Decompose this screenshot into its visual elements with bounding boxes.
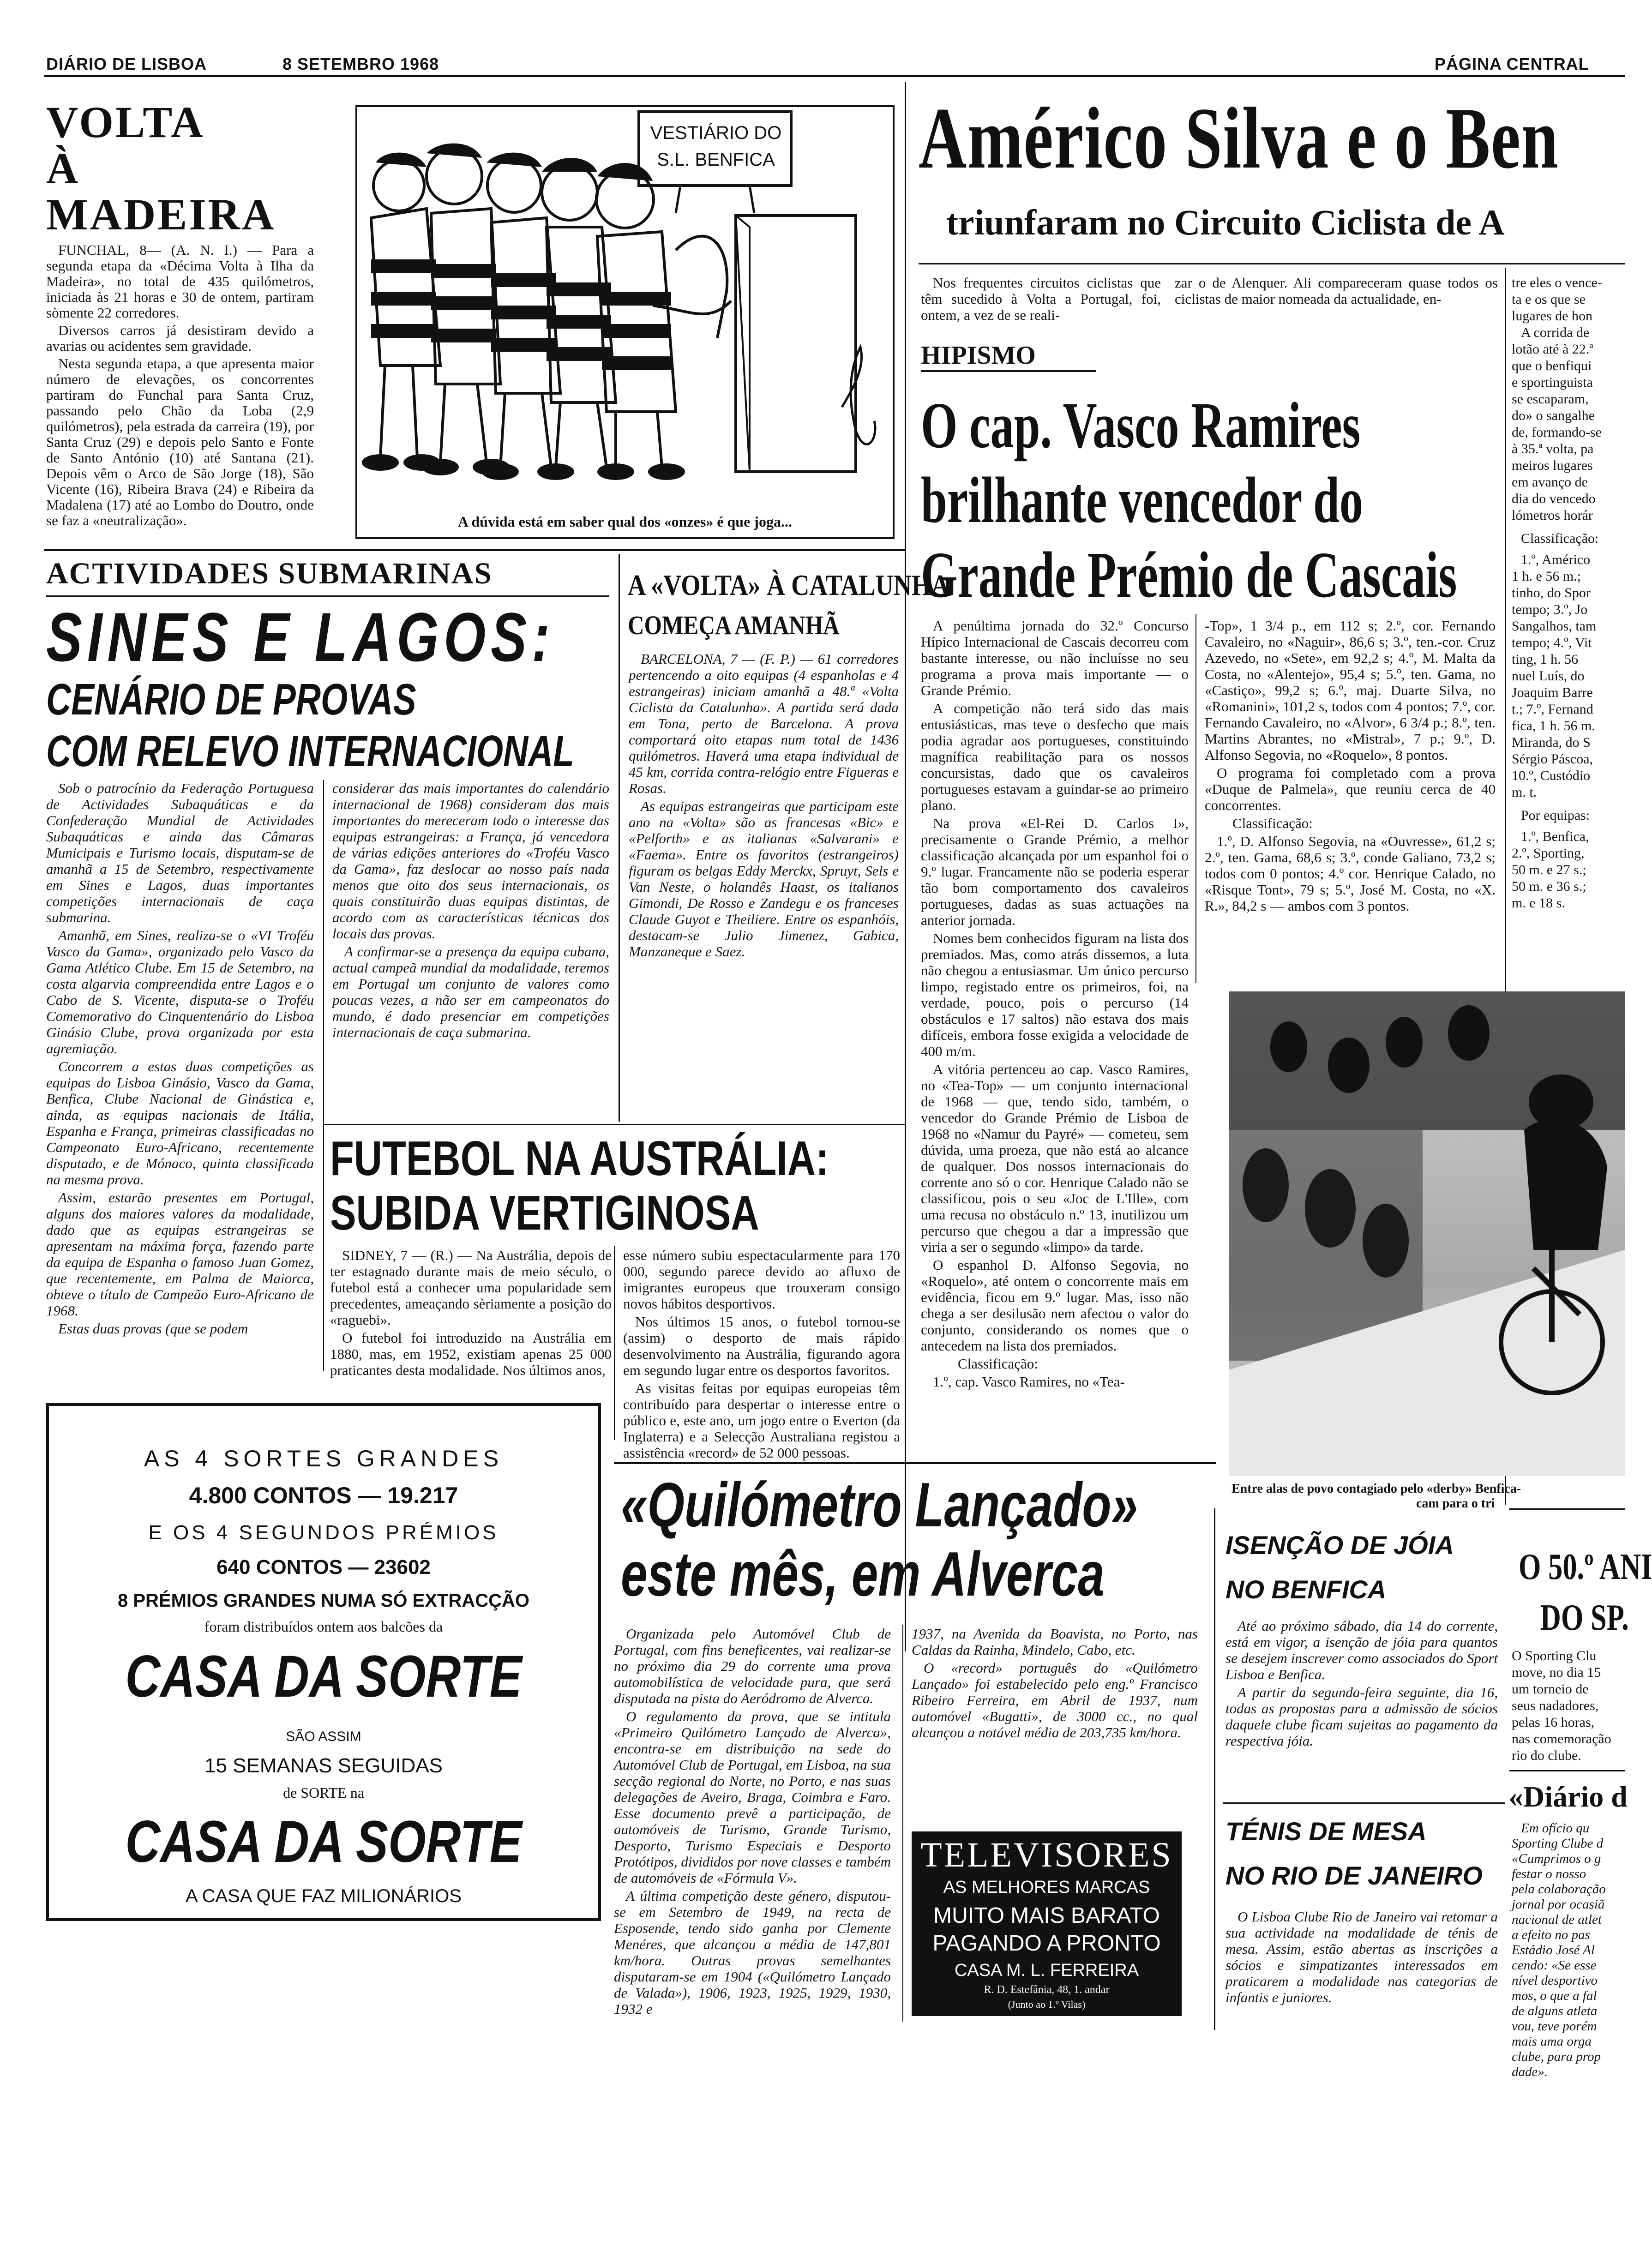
tv-ad-line: MUITO MAIS BARATO xyxy=(933,1903,1160,1928)
australia-col-1 xyxy=(330,1247,612,1380)
hipismo-headline xyxy=(921,388,1498,612)
america-col-1: Nos frequentes circuitos ciclistas que têm sucedido à Volta a Portugal, foi, ontem, a vez de se reali- xyxy=(921,275,1161,323)
america-line: dia do vencedo xyxy=(1512,491,1596,506)
cartoon-caption: A dúvida está em saber qual dos «onzes» é que joga... xyxy=(458,513,792,530)
submarinas-paragraph: Amanhã, em Sines, realiza-se o «VI Troféu Vasco da Gama», organizado pelo Vasco da Gama Atlético Clube. Em 15 de Setembro, na costa algarvia compreendida entre Lagos e o Cabo de S. Vicente, disputa-se o Troféu Comemorativo do Cinquentenário do Lisboa Ginásio Clube, prova organizada por esta agremiação. xyxy=(46,927,314,1056)
diario-line: dade». xyxy=(1512,2065,1548,2079)
volta-title-2: À MADEIRA xyxy=(46,144,276,239)
aniv-line: um torneio de xyxy=(1512,1681,1589,1697)
america-col-2: zar o de Alenquer. Ali compareceram quase todos os ciclistas de maior nomeada da actualidade, en- xyxy=(1175,275,1498,307)
diario-body xyxy=(1512,1821,1625,2080)
diario-line: vou, teve porém xyxy=(1512,2019,1597,2034)
tv-ad-address: (Junto ao 1.º Vilas) xyxy=(1008,1999,1086,2010)
section-rule xyxy=(1223,1802,1505,1804)
quilometro-headline-line: este mês, em Alverca xyxy=(621,1539,1105,1609)
diario-line: mais uma orga xyxy=(1512,2034,1592,2049)
hipismo-paragraph: 1.º, D. Alfonso Segovia, na «Ouvresse», 61,2 s; 2.º, ten. Gama, 68,6 s; 3.º, conde Galiano, 73,2 s; todos com 0 pontos; 4.º cor. Henrique Calado, no «Risque Tont», 79 s; 5.º, José M. Costa, no «X. R.», 84,2 s — ambos com 3 pontos. xyxy=(1205,833,1496,914)
america-line: meiros lugares xyxy=(1512,458,1593,473)
ad-line: AS 4 SORTES GRANDES xyxy=(144,1446,504,1471)
ad-line: A CASA QUE FAZ MILIONÁRIOS xyxy=(186,1886,462,1906)
column-rule xyxy=(1214,1508,1215,2030)
submarinas-paragraph: Concorrem a estas duas competições as equipas do Lisboa Ginásio, Vasco da Gama, Benfica, Clube Nacional de Ginástica e, ainda, as equipas nacionais de Itália, Espanha e França, primeiras classificadas no Campeonato Euro-Africano, recentemente disputado, e de Mónaco, quinta classificada na mesma prova. xyxy=(46,1058,314,1188)
tenis-headline-line: NO RIO DE JANEIRO xyxy=(1225,1861,1483,1890)
ad-line: E OS 4 SEGUNDOS PRÉMIOS xyxy=(148,1521,499,1544)
australia-paragraph: O futebol foi introduzido na Austrália em 1880, mas, em 1952, existiam apenas 25 000 praticantes desta modalidade. Nos últimos anos, xyxy=(330,1330,612,1378)
isencao-body xyxy=(1225,1618,1498,1751)
america-line: 1.º, Américo xyxy=(1521,552,1591,567)
america-line: A corrida de xyxy=(1521,325,1590,340)
quilometro-headline xyxy=(621,1470,1221,1609)
hipismo-paragraph: -Top», 1 3/4 p., em 112 s; 2.º, cor. Fernando Cavaleiro, no «Naguir», 86,6 s; 3.º, ten.-cor. Cruz Azevedo, no «Sete», em 92,2 s; 4.º, M. Malta da Costa, no «Alentejo», 95,4 s; 5.º, ten. Gama, no «Castiço», 99,2 s; 6.º, maj. Duarte Silva, no «Romanini», 101,2 s, todos com 4 pontos; 7.º, cor. Fernando Cavaleiro, no «Alvor», 6 3/4 p.; 8.º, ten. Martins Abrantes, no «Mistral», 7 p.; 9.º, D. Alfonso Segovia, no «Roquelo», 8 pontos. xyxy=(1205,618,1496,763)
diario-line: Sporting Clube d xyxy=(1512,1836,1604,1851)
hipismo-paragraph: 1.º, cap. Vasco Ramires, no «Tea- xyxy=(933,1374,1125,1390)
isencao-headline xyxy=(1225,1523,1502,1612)
america-col-3 xyxy=(1512,275,1625,912)
volta-title: VOLTA xyxy=(46,97,205,147)
diario-line: cendo: «Se esse xyxy=(1512,1958,1597,1973)
america-line: Miranda, do S xyxy=(1512,735,1591,750)
america-line: Joaquim Barre xyxy=(1512,685,1593,700)
australia-col-2 xyxy=(623,1247,900,1463)
column-rule xyxy=(902,1625,903,2022)
masthead-section: PÁGINA CENTRAL xyxy=(1435,54,1589,73)
submarinas-kicker: ACTIVIDADES SUBMARINAS xyxy=(46,557,493,590)
hipismo-paragraph: Nomes bem conhecidos figuram na lista dos premiados. Mas, como atrás dissemos, a luta não chegou a entusiasmar. Um único percurso limpo, registado entre os primeiros, foi, na verdade, pouco, pois o percurso (14 obstáculos e 17 saltos) não estava dos mais difíceis, embora fosse exigida a velocidade de 400 m/m. xyxy=(921,930,1189,1059)
america-line: 50 m. e 27 s.; xyxy=(1512,862,1586,877)
diario-line: pela colaboração xyxy=(1512,1882,1606,1897)
isencao-headline-line: ISENÇÃO DE JÓIA xyxy=(1225,1531,1454,1560)
ad-logo: CASA DA SORTE xyxy=(125,1644,522,1710)
australia-headline-2: SUBIDA VERTIGINOSA xyxy=(330,1186,759,1240)
hipismo-headline-line: brilhante vencedor do xyxy=(921,463,1364,536)
aniv-line: rio do clube. xyxy=(1512,1748,1581,1763)
quilometro-paragraph: Organizada pelo Automóvel Club de Portugal, com fins beneficentes, vai realizar-se no próximo dia 29 do corrente uma prova automobilística de velocidade pura, que será disputada na pista do Aeródromo de Alverca. xyxy=(614,1626,891,1706)
america-line: Sangalhos, tam xyxy=(1512,618,1597,634)
photo-caption-line: Entre alas de povo contagiado pelo «derby» Benfica- xyxy=(1231,1482,1521,1496)
catalunha-paragraph: As equipas estrangeiras que participam este ano na «Volta» são as francesas «Bic» e «Pelforth» e as italianas «Salvarani» e «Faema». Entre os favoritos (estrangeiros) figuram os belgas Eddy Merckx, Spruyt, Sels e Van Neste, o holandês Haast, os italianos Gimondi, De Rosso e Zandegu e os franceses Claude Guyot e Theiliere. Entre os espanhóis, destacam-se Julio Jimenez, Gabica, Manzaneque e Saez. xyxy=(629,798,899,960)
cycling-photo xyxy=(1229,991,1625,1476)
quilometro-paragraph: 1937, na Avenida da Boavista, no Porto, nas Caldas da Rainha, Mindelo, Cabo, etc. xyxy=(912,1626,1198,1658)
section-rule xyxy=(44,549,905,551)
cartoon-sign-line-2: S.L. BENFICA xyxy=(657,150,775,170)
submarinas-col-2 xyxy=(332,780,609,1042)
america-subtitle: triunfaram no Circuito Ciclista de A xyxy=(946,202,1505,242)
ad-line: de SORTE na xyxy=(283,1784,364,1801)
catalunha-body xyxy=(629,651,899,961)
america-line: fica, 1 h. 56 m. xyxy=(1512,718,1595,733)
australia-paragraph: esse número subiu espectacularmente para 170 000, segundo parece devido ao afluxo de imigrantes europeus que trouxeram consigo novos hábitos desportivos. xyxy=(623,1247,900,1312)
ad-line: SÃO ASSIM xyxy=(286,1729,361,1744)
america-line: 10.º, Custódio xyxy=(1512,768,1591,783)
hipismo-col-2 xyxy=(1205,618,1496,916)
diario-line: a efeito no pas xyxy=(1512,1927,1590,1942)
america-rule xyxy=(919,263,1625,264)
catalunha-headline-1: A «VOLTA» À CATALUNHA xyxy=(628,569,949,601)
quilometro-headline-line: «Quilómetro Lançado» xyxy=(621,1470,1138,1540)
aniv-line: move, no dia 15 xyxy=(1512,1665,1601,1680)
america-line: que o benfiqui xyxy=(1512,358,1592,373)
photo-caption xyxy=(1231,1482,1625,1511)
submarinas-headline-line: SINES E LAGOS: xyxy=(46,598,555,676)
america-line: do» o sangalhe xyxy=(1512,408,1595,423)
hipismo-headline-line: Grande Prémio de Cascais xyxy=(921,538,1457,611)
hipismo-paragraph: Classificação: xyxy=(1232,815,1313,831)
hipismo-headline-line: O cap. Vasco Ramires xyxy=(921,389,1361,462)
hipismo-paragraph: O programa foi completado com a prova «Duque de Palmela», que reuniu cerca de 40 concorrentes. xyxy=(1205,765,1496,813)
submarinas-paragraph: considerar das mais importantes do calendário internacional de 1968) consideram das mais importantes do mereceram todo o interesse das equipas estrangeiras: a França, já vencedora de várias edições anteriores do «Troféu Vasco da Gama», faz deslocar ao nosso país nada menos que oito dos seus internacionais, os quais constituirão duas equipas distintas, de acordo com as características técnicas dos locais das provas. xyxy=(332,780,609,942)
america-line: lugares de hon xyxy=(1512,308,1592,324)
volta-madeira-article xyxy=(46,99,314,530)
isencao-headline-line: NO BENFICA xyxy=(1225,1575,1387,1604)
america-line: ting, 1 h. 56 xyxy=(1512,652,1579,667)
america-line: nuel Luís, do xyxy=(1512,668,1585,684)
tv-ad-line: CASA M. L. FERREIRA xyxy=(954,1961,1139,1980)
america-line: de, formando-se xyxy=(1512,425,1602,440)
diario-headline: «Diário d xyxy=(1508,1780,1628,1813)
submarinas-paragraph: A confirmar-se a presença da equipa cubana, actual campeã mundial da modalidade, teremos em Portugal um conjunto de valores como poucas vezes, a não ser em campeonatos do mundo, é dado presenciar em competições internacionais de caça submarina. xyxy=(332,943,609,1040)
diario-line: nível desportivo xyxy=(1512,1973,1598,1988)
ad-logo: CASA DA SORTE xyxy=(125,1809,522,1875)
cartoon-sign-line-1: VESTIÁRIO DO xyxy=(650,123,782,143)
tv-ad-line: PAGANDO A PRONTO xyxy=(932,1931,1161,1956)
diario-line: jornal por ocasiã xyxy=(1512,1897,1605,1912)
isencao-paragraph: Até ao próximo sábado, dia 14 do corrente, está em vigor, a isenção de jóia para quantos se desejem inscrever como associados do Sport Lisboa e Benfica. xyxy=(1225,1618,1498,1682)
america-title: Américo Silva e o Ben xyxy=(919,90,1559,187)
quilometro-paragraph: A última competição deste género, disputou-se em Setembro de 1949, na recta de Esposende, tendo sido ganha por Clemente Menéres, que alcançou a média de 147,801 km/hora. Outras provas semelhantes disputaram-se em 1904 («Quilómetro Lançado de Valada»), 1906, 1923, 1925, 1929, 1930, 1932 e xyxy=(614,1888,891,2017)
quilometro-paragraph: O «record» português do «Quilómetro Lançado» foi estabelecido pelo eng.º Francisco Ribeiro Ferreira, em Abril de 1937, num automóvel «Bugatti», de 3000 cc., no qual alcançou a notável média de 203,735 km/hora. xyxy=(912,1660,1198,1741)
volta-paragraph: FUNCHAL, 8— (A. N. I.) — Para a segunda etapa da «Décima Volta à Ilha da Madeira», no total de 435 quilómetros, iniciada às 21 horas e 30 de ontem, partiram sòmente 22 corredores. xyxy=(46,242,314,321)
diario-line: Estádio José Al xyxy=(1512,1943,1595,1957)
submarinas-headline-line: CENÁRIO DE PROVAS xyxy=(46,675,416,724)
tv-ad-title: TELEVISORES xyxy=(920,1836,1173,1874)
america-line: t.; 7.º, Fernand xyxy=(1512,702,1593,717)
tenis-paragraph: O Lisboa Clube Rio de Janeiro vai retomar a sua actividade na modalidade de ténis de mesa. Assim, estão abertas as inscrições a sócios e simpatizantes interessados em praticarem a modalidade nas categorias de infantis e juniores. xyxy=(1225,1909,1498,2005)
hipismo-paragraph: A competição não terá sido das mais entusiásticas, mas teve o desfecho que mais podia agradar aos portugueses, constituindo magnífica reabilitação para os nossos concursistas, dado que os cavaleiros portugueses estavam a guindar-se ao primeiro plano. xyxy=(921,700,1189,813)
submarinas-paragraph: Estas duas provas (que se podem xyxy=(58,1321,248,1337)
aniv-headline-line: O 50.º ANI xyxy=(1519,1547,1652,1587)
cycling-photo-image xyxy=(1229,991,1625,1476)
aniv-body xyxy=(1512,1648,1625,1764)
america-line: em avanço de xyxy=(1512,474,1588,490)
diario-line: de alguns atleta xyxy=(1512,2004,1598,2018)
australia-headline-1: FUTEBOL NA AUSTRÁLIA: xyxy=(330,1131,829,1186)
submarinas-col-1 xyxy=(46,780,314,1339)
column-rule xyxy=(1195,614,1196,983)
quilometro-col-1 xyxy=(614,1626,891,2019)
volta-paragraph: Nesta segunda etapa, a que apresenta maior número de elevações, os concorrentes partiram do Funchal para Santa Cruz, passando pelo Chão da Loba (2,9 quilómetros), pela estrada da carreira (19), por Santa Cruz (29) e depois pelo Santo e Fonte de Santo António (10) até Santana (21). Depois vêm o Arco de São Jorge (18), São Vicente (16), Ribeira Brava (24) e Ribeira da Madalena (17) até ao Lombo do Doutro, onde se faz a «neutralização». xyxy=(46,355,314,528)
catalunha-headline-2: COMEÇA AMANHÃ xyxy=(628,610,840,640)
aniv-line: seus nadadores, xyxy=(1512,1698,1599,1713)
catalunha-paragraph: BARCELONA, 7 — (F. P.) — 61 corredores pertencendo a oito equipas (4 espanholas e 4 estrangeiras) iniciam amanhã a 48.ª «Volta Ciclista da Catalunha». A partida será dada em Tona, perto de Barcelona. A prova comportará oito etapas num total de 1436 quilómetros. Haverá uma etapa individual de 45 km, corrida contra-relógio entre Figueras e Rosas. xyxy=(629,651,899,796)
hipismo-paragraph: A penúltima jornada do 32.º Concurso Hípico Internacional de Cascais decorreu com bastante interesse, ou não incluísse no seu programa a prova mais importante — o Grande Prémio. xyxy=(921,618,1189,698)
hipismo-paragraph: A vitória pertenceu ao cap. Vasco Ramires, no «Tea-Top» — um conjunto internacional de 1968 — que, tendo sido, também, o vencedor do Grande Prémio de Lisboa de 1968 no «Namur du Payré» — cometeu, sem dúvida, uma proeza, que não está ao alcance de qualquer. Dos nossos internacionais do corrente ano só o cor. Henrique Calado não se classificou, pois o seu «Joc de L'Ille», com uma recusa no obstáculo n.º 13, inutilizou um percurso que chegou a dar a impressão que viria a ser o segundo «limpo» da tarde. xyxy=(921,1061,1189,1255)
submarinas-headline xyxy=(46,600,614,777)
tenis-headline xyxy=(1225,1809,1502,1898)
america-line: tre eles o vence- xyxy=(1512,275,1602,290)
tv-ad-address: R. D. Estefânia, 48, 1. andar xyxy=(984,1984,1110,1996)
ad-line: foram distribuídos ontem aos balcões da xyxy=(204,1618,443,1635)
america-line: m. e 18 s. xyxy=(1512,895,1565,911)
america-line: lómetros horár xyxy=(1512,508,1593,523)
casa-da-sorte-ad xyxy=(46,1403,601,1921)
volta-paragraph: Diversos carros já desistiram devido a avarias ou acidentes sem gravidade. xyxy=(46,322,314,354)
televisores-ad xyxy=(912,1831,1182,2016)
america-line: tempo; 3.º, Jo xyxy=(1512,602,1588,617)
diario-line: nacional de atlet xyxy=(1512,1912,1602,1927)
photo-caption-line: cam para o tri xyxy=(1416,1496,1495,1511)
aniv-headline-line: DO SP. xyxy=(1540,1597,1629,1638)
submarinas-headline-line: COM RELEVO INTERNACIONAL xyxy=(46,726,575,776)
hipismo-paragraph: O espanhol D. Alfonso Segovia, no «Roquelo», até ontem o concorrente mais em evidência, ficou em 9.º lugar. Mas, isso não chega a ser desilusão nem afectou o valor do conjunto, considerando os nomes que o antecedem na lista dos premiados. xyxy=(921,1257,1189,1354)
cartoon-drawing xyxy=(357,107,893,476)
masthead-paper: DIÁRIO DE LISBOA xyxy=(46,54,207,73)
column-rule xyxy=(619,554,620,1122)
section-rule xyxy=(1509,1770,1625,1771)
column-rule xyxy=(905,82,906,1651)
america-line: à 35.ª volta, pa xyxy=(1512,441,1594,456)
submarinas-paragraph: Sob o patrocínio da Federação Portuguesa de Actividades Subaquáticas e da Confederação Mundial de Actividades Subaquáticas e ainda das Câmaras Municipais e Turismo locais, disputam-se de amanhã a 15 de Setembro, respectivamente em Sines e Lagos, duas importantes competições internacionais de caça submarina. xyxy=(46,780,314,925)
diario-line: mos, o que a fal xyxy=(1512,1988,1597,2003)
hipismo-paragraph: Na prova «El-Rei D. Carlos I», precisamente o Grande Prémio, a melhor classificação alcançada por um espanhol foi o 9.º lugar. Francamente não se poderia esperar tão bom comportamento dos cavaleiros portugueses, dadas as suas actuações na anterior jornada. xyxy=(921,815,1189,928)
aniv-line: pelas 16 horas, xyxy=(1512,1715,1595,1730)
isencao-paragraph: A partir da segunda-feira seguinte, dia 16, todas as propostas para a admissão de sócios daquele clube ficam sujeitas ao pagamento da respectiva jóia. xyxy=(1225,1684,1498,1749)
tenis-body xyxy=(1225,1909,1498,2007)
tv-ad-line: AS MELHORES MARCAS xyxy=(943,1878,1150,1897)
america-line: m. t. xyxy=(1512,785,1537,800)
hipismo-kicker: HIPISMO xyxy=(921,341,1096,372)
kicker-underline xyxy=(46,595,609,597)
quilometro-paragraph: O regulamento da prova, que se intitula «Primeiro Quilómetro Lançado de Alverca», encontra-se em distribuição na sede do Automóvel Club de Portugal, em Lisboa, na sua secção regional do Norte, no Porto, e nas suas delegações de Aveiro, Braga, Coimbra e Faro. Esse documento prevê a participação, de automóveis de Turismo, Grande Turismo, Desporto, Turismo Especiais e Desporto Protótipos, divididos por nove classes e também de automóveis de «Fórmula V». xyxy=(614,1708,891,1886)
diario-line: «Cumprimos o g xyxy=(1512,1851,1601,1866)
section-rule xyxy=(614,1462,1216,1464)
america-line: Classificação: xyxy=(1521,531,1599,546)
diario-line: Em ofício qu xyxy=(1521,1821,1590,1836)
australia-paragraph: As visitas feitas por equipas europeias têm contribuído para despertar o interesse entre o público e, este ano, um jogo entre o Everton (da Inglaterra) e a Selecção Australiana registou a assistência «record» de 52 000 pessoas. xyxy=(623,1380,900,1461)
america-line: e sportinguista xyxy=(1512,375,1593,390)
ad-line: 4.800 CONTOS — 19.217 xyxy=(189,1483,458,1508)
america-line: tempo; 4.º, Vit xyxy=(1512,635,1592,650)
aniv-headline xyxy=(1519,1542,1652,1643)
america-line: Sérgio Páscoa, xyxy=(1512,751,1593,767)
ad-line: 640 CONTOS — 23602 xyxy=(216,1556,431,1579)
hipismo-paragraph: Classificação: xyxy=(958,1356,1038,1372)
america-line: 1.º, Benfica, xyxy=(1521,829,1589,844)
ad-line: 15 SEMANAS SEGUIDAS xyxy=(204,1754,443,1777)
masthead-rule xyxy=(44,75,1625,77)
america-line: 50 m. e 36 s.; xyxy=(1512,879,1586,894)
america-line: se escaparam, xyxy=(1512,391,1589,407)
masthead-date: 8 SETEMBRO 1968 xyxy=(282,54,439,73)
column-rule xyxy=(323,780,324,1371)
diario-line: festar o nosso xyxy=(1512,1867,1586,1881)
australia-paragraph: Nos últimos 15 anos, o futebol tornou-se (assim) o desporto de mais rápido desenvolvimento na Austrália, figurando agora em segundo lugar entre os desportos favoritos. xyxy=(623,1314,900,1378)
submarinas-paragraph: Assim, estarão presentes em Portugal, alguns dos maiores valores da modalidade, dado que as equipas estrangeiras se apresentam na máxima força, fazendo parte da equipa de Espanha o famoso Juan Gomez, que recentemente, em Palma de Maiorca, obteve o título de Campeão Euro-Africano de 1968. xyxy=(46,1189,314,1319)
america-line: ta e os que se xyxy=(1512,292,1586,307)
aniv-line: O Sporting Clu xyxy=(1512,1648,1597,1663)
ad-line: 8 PRÉMIOS GRANDES NUMA SÓ EXTRACÇÃO xyxy=(118,1591,529,1611)
hipismo-col-1 xyxy=(921,618,1189,1392)
tenis-headline-line: TÉNIS DE MESA xyxy=(1225,1817,1427,1846)
australia-paragraph: SIDNEY, 7 — (R.) — Na Austrália, depois de ter estagnado durante mais de meio século, o futebol está a conhecer uma popularidade sem precedentes, ameaçando sèriamente a posição do «raguebi». xyxy=(330,1247,612,1328)
cartoon-frame xyxy=(355,105,895,539)
america-line: 1 h. e 56 m.; xyxy=(1512,569,1581,584)
section-rule xyxy=(1509,1508,1625,1510)
section-rule xyxy=(323,1124,905,1125)
america-line: Por equipas: xyxy=(1521,808,1590,823)
america-line: tinho, do Spor xyxy=(1512,585,1591,600)
aniv-line: nas comemoração xyxy=(1512,1731,1611,1747)
quilometro-col-2 xyxy=(912,1626,1198,1742)
america-line: lotão até à 22.ª xyxy=(1512,342,1593,357)
column-rule xyxy=(614,1246,615,1440)
america-line: 2.º, Sporting, xyxy=(1512,846,1585,861)
diario-line: clube, para prop xyxy=(1512,2049,1601,2064)
